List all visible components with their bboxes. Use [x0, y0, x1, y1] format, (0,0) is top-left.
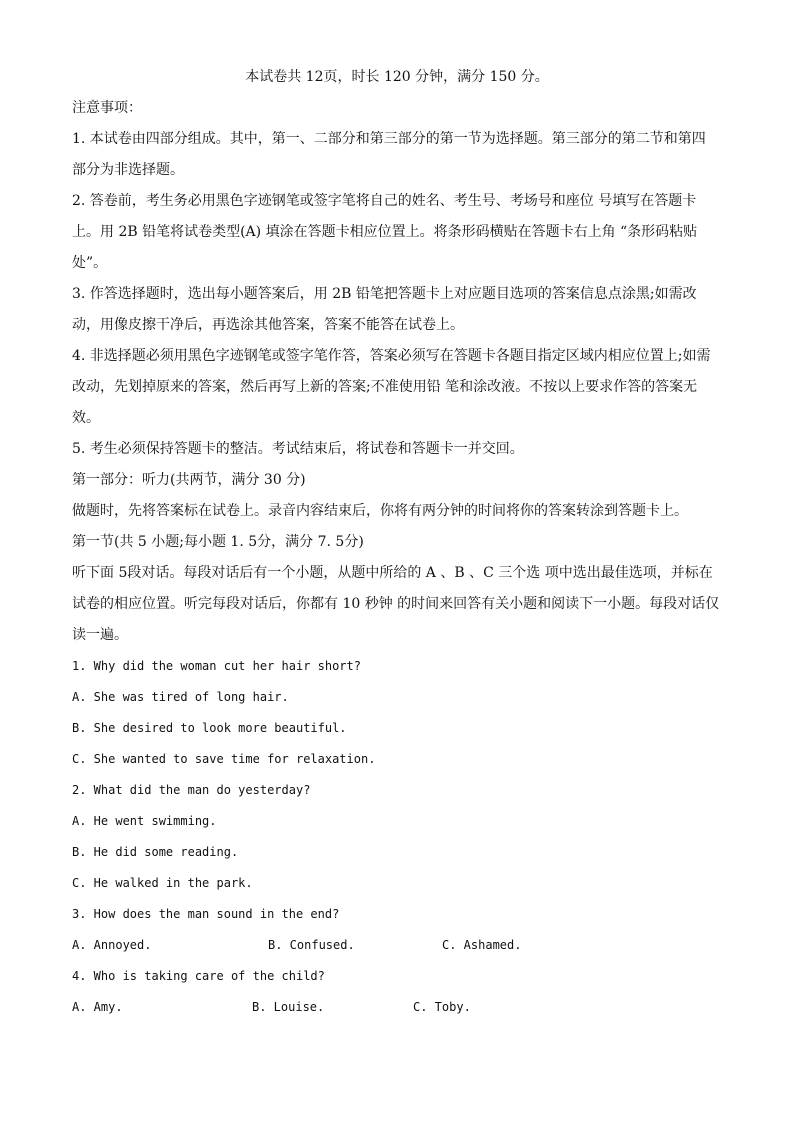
notice-title: 注意事项：: [72, 100, 142, 116]
notice-line: 5. 考生必须保持答题卡的整洁。考试结束后，将试卷和答题卡一并交回。: [72, 441, 524, 457]
section1-instruction-line: 读一遍。: [72, 627, 128, 643]
notice-line: 4. 非选择题必须用黑色字迹钢笔或签字笔作答，答案必须写在答题卡各题目指定区域内相应位置上;如需: [72, 348, 711, 364]
option-c: C. She wanted to save time for relaxation.: [72, 752, 376, 766]
question-4: [72, 961, 722, 1023]
notice-line: 处”。: [72, 255, 108, 271]
notice-line: 部分为非选择题。: [72, 162, 184, 178]
option-a: A. Amy.: [72, 1000, 123, 1014]
option-a: A. She was tired of long hair.: [72, 690, 289, 704]
option-a: A. Annoyed.: [72, 938, 152, 952]
section1-instruction-line: 听下面 5段对话。每段对话后有一个小题，从题中所给的 A 、B 、C 三个选 项中选出最佳选项，并标在: [72, 565, 713, 581]
options-row: [72, 930, 722, 961]
question-3: [72, 899, 722, 961]
section1-instruction-line: 试卷的相应位置。听完每段对话后，你都有 10 秒钟 的时间来回答有关小题和阅读下一小题。每段对话仅: [72, 596, 720, 612]
option-c: C. Ashamed.: [442, 938, 522, 952]
option-b: B. He did some reading.: [72, 845, 239, 859]
section1-title: 第一节(共 5 小题;每小题 1. 5分，满分 7. 5分): [72, 534, 364, 550]
notice-line: 上。用 2B 铅笔将试卷类型(A) 填涂在答题卡相应位置上。将条形码横贴在答题卡右上角 “条形码粘贴: [72, 224, 698, 240]
notice-line: 动，用像皮擦干净后，再选涂其他答案，答案不能答在试卷上。: [72, 317, 464, 333]
option-c: C. Toby.: [413, 1000, 471, 1014]
part1-title: 第一部分：听力(共两节，满分 30 分): [72, 472, 306, 488]
notice-line: 效。: [72, 410, 100, 426]
notice-line: 3. 作答选择题时，选出每小题答案后，用 2B 铅笔把答题卡上对应题目选项的答案信息点涂黑;如需改: [72, 286, 697, 302]
notice-line: 2. 答卷前，考生务必用黑色字迹钢笔或签字笔将自己的姓名、考生号、考场号和座位 号填写在答题卡: [72, 193, 697, 209]
exam-page: [72, 62, 722, 1023]
exam-header: 本试卷共 12页，时长 120 分钟，满分 150 分。: [245, 69, 549, 85]
part1-instruction: 做题时，先将答案标在试卷上。录音内容结束后，你将有两分钟的时间将你的答案转涂到答题卡上。: [72, 503, 688, 519]
question-2: [72, 775, 722, 899]
options-row: [72, 992, 722, 1023]
question-stem: 2. What did the man do yesterday?: [72, 783, 311, 797]
option-b: B. Confused.: [268, 938, 355, 952]
option-c: C. He walked in the park.: [72, 876, 253, 890]
option-a: A. He went swimming.: [72, 814, 217, 828]
notice-line: 改动，先划掉原来的答案，然后再写上新的答案;不准使用铅 笔和涂改液。不按以上要求作答的答案无: [72, 379, 698, 395]
option-b: B. Louise.: [252, 1000, 325, 1014]
question-stem: 4. Who is taking care of the child?: [72, 969, 325, 983]
notice-line: 1. 本试卷由四部分组成。其中，第一、二部分和第三部分的第一节为选择题。第三部分的第二节和第四: [72, 131, 706, 147]
question-stem: 3. How does the man sound in the end?: [72, 907, 340, 921]
option-b: B. She desired to look more beautiful.: [72, 721, 347, 735]
question-stem: 1. Why did the woman cut her hair short?: [72, 659, 361, 673]
question-1: [72, 651, 722, 775]
notice-list: [72, 124, 722, 465]
